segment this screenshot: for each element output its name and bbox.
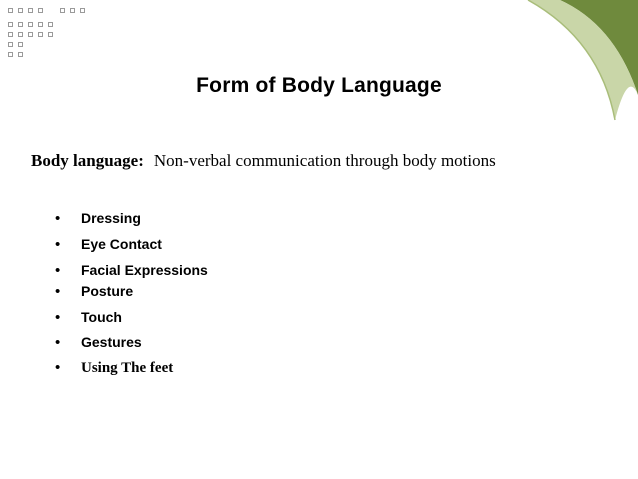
bullet-glyph: •	[55, 359, 61, 376]
bullet-glyph: •	[55, 334, 61, 351]
definition-term: Body language:	[31, 151, 144, 170]
bullet-text: Gestures	[81, 334, 142, 350]
bullet-text: Eye Contact	[81, 236, 162, 252]
bullet-text: Using The feet	[81, 360, 174, 376]
bullet-text: Facial Expressions	[81, 262, 208, 278]
bullet-item-touch	[55, 309, 122, 327]
bullet-glyph: •	[55, 283, 61, 300]
slide-title: Form of Body Language	[196, 74, 442, 97]
bullet-item-eye-contact	[55, 236, 162, 254]
bullet-glyph: •	[55, 236, 61, 253]
bullet-glyph: •	[55, 262, 61, 279]
definition-line	[31, 151, 496, 171]
bullet-item-gestures	[55, 334, 142, 352]
bullet-text: Touch	[81, 309, 122, 325]
bullet-item-facial-expressions	[55, 262, 208, 280]
bullet-text: Dressing	[81, 210, 141, 226]
bullet-glyph: •	[55, 309, 61, 326]
definition-description: Non-verbal communication through body motions	[153, 151, 496, 170]
bullet-item-posture	[55, 283, 133, 301]
bullet-item-dressing	[55, 210, 141, 228]
bullet-glyph: •	[55, 210, 61, 227]
bullet-item-using-the-feet	[55, 359, 173, 377]
bullet-text: Posture	[81, 283, 134, 299]
